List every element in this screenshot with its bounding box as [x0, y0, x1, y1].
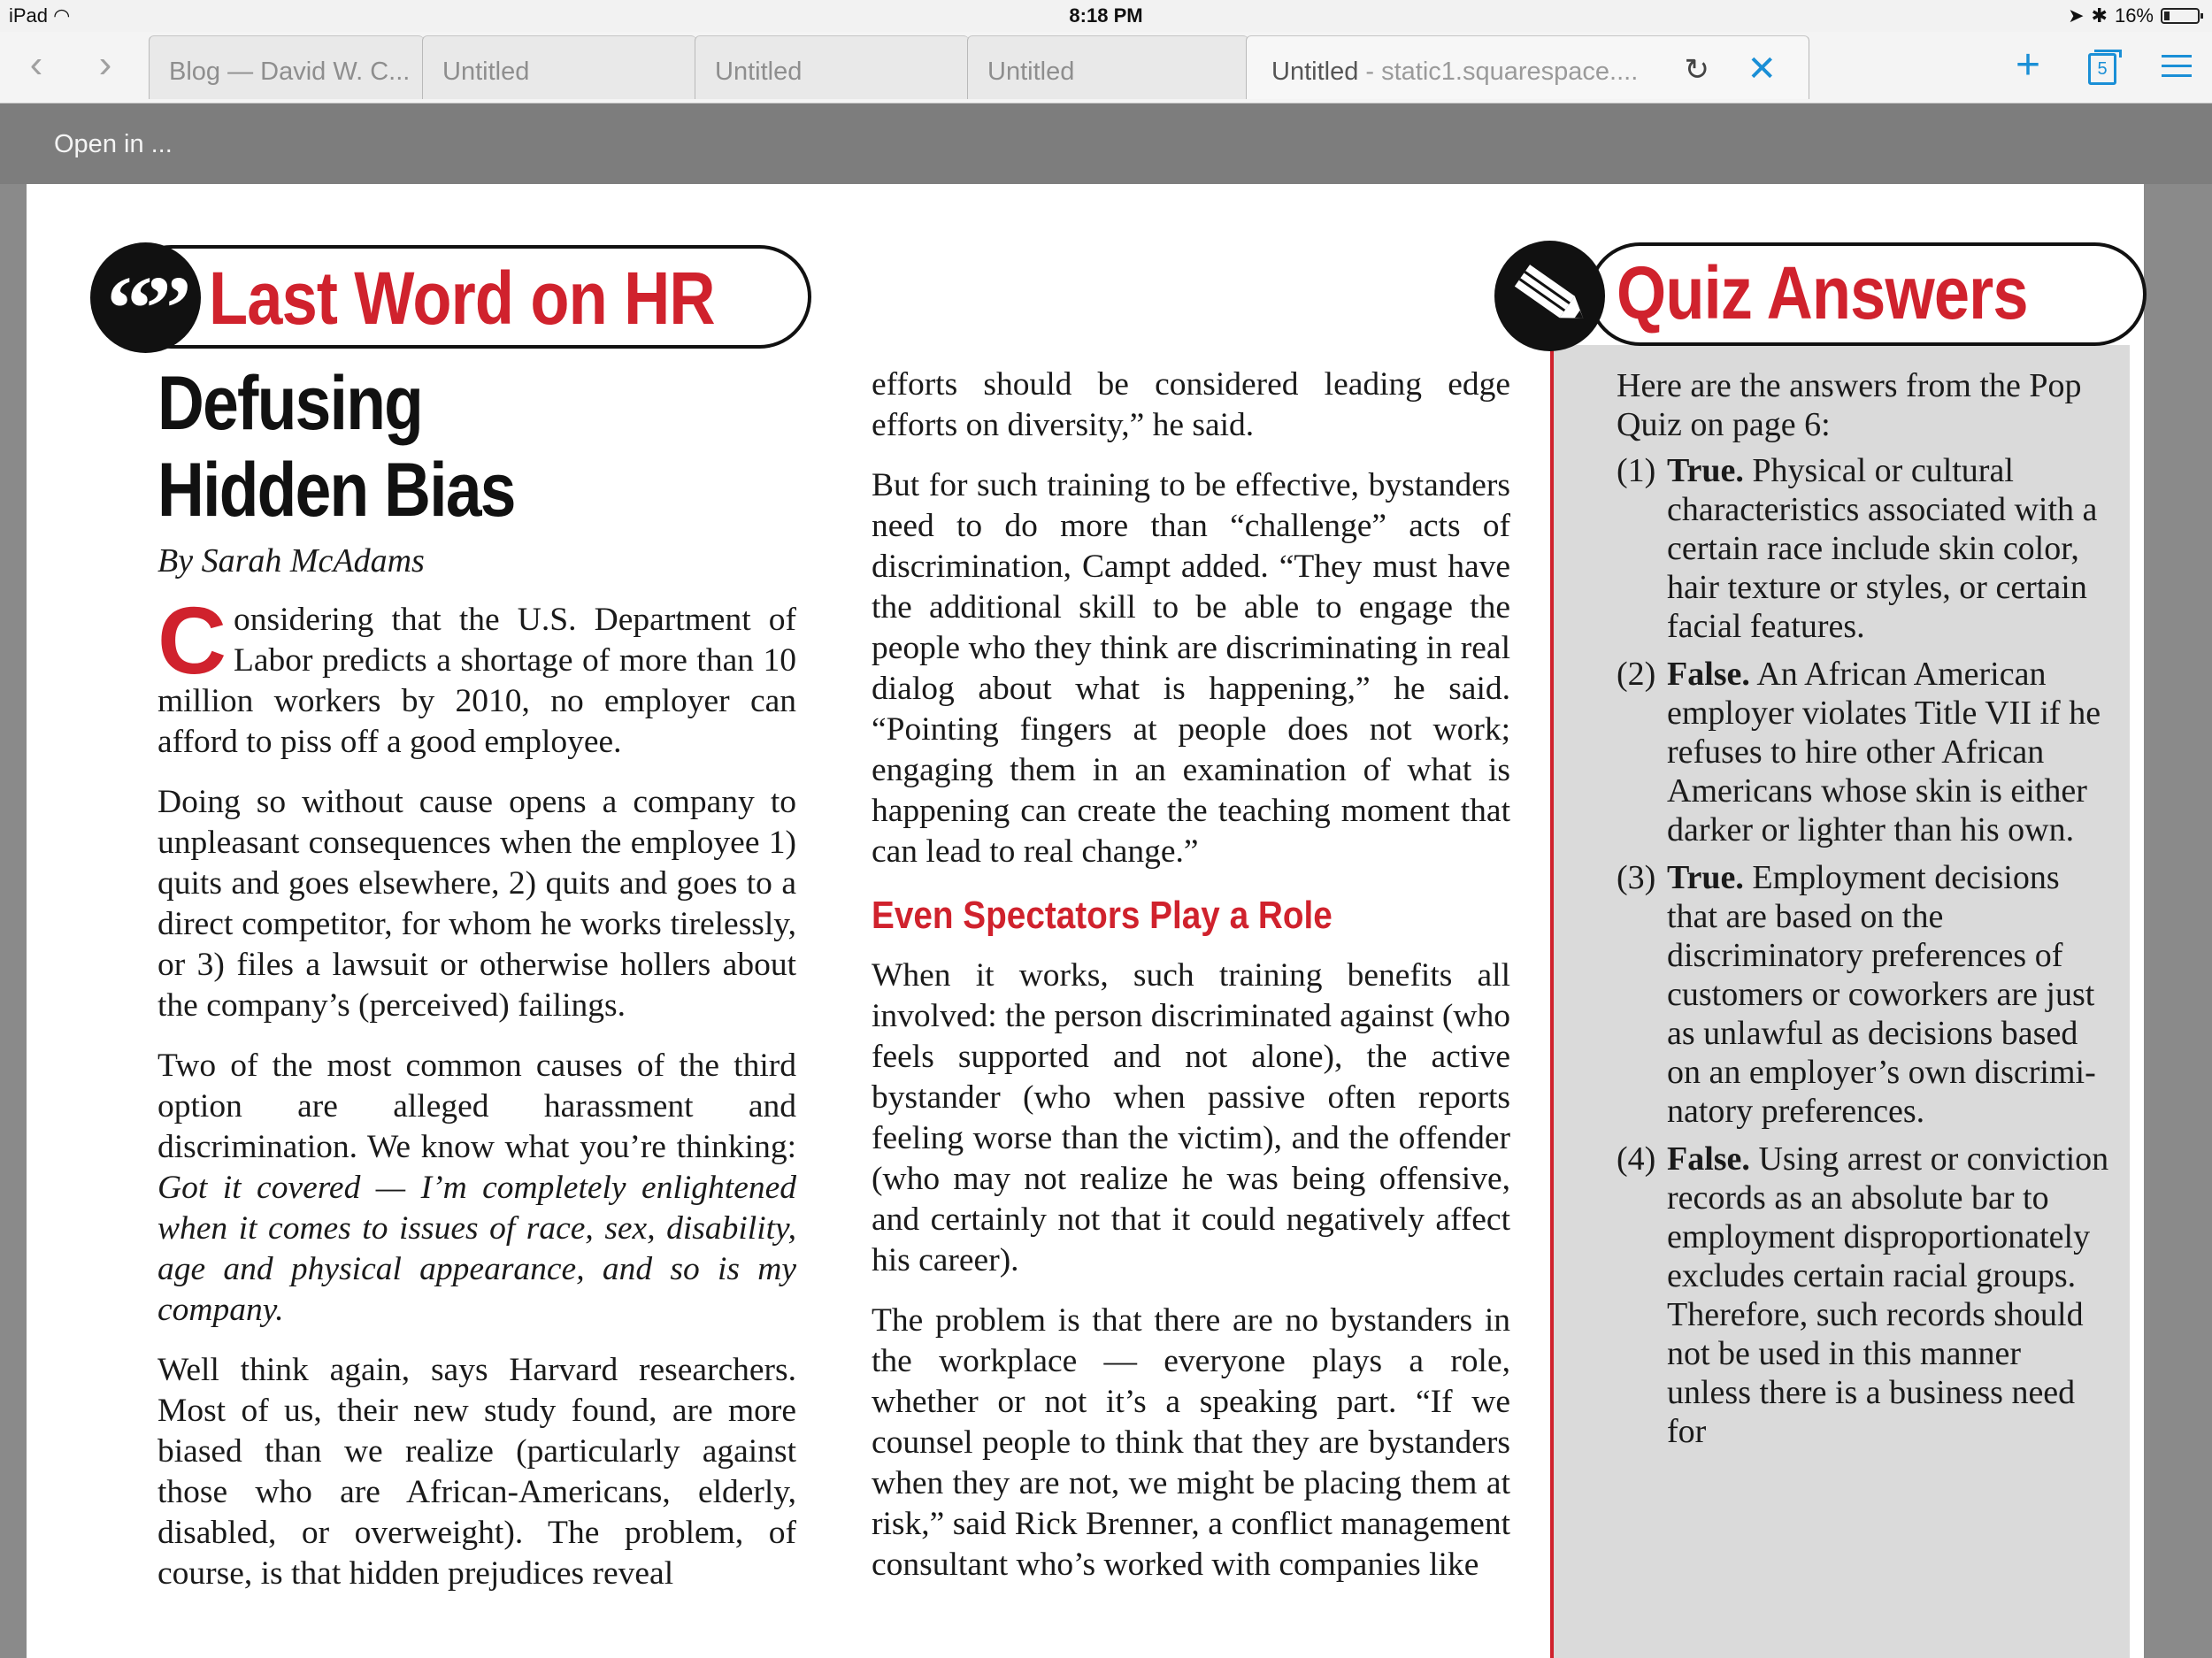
quiz-item-2 [1617, 655, 2112, 849]
new-tab-button[interactable] [2016, 44, 2040, 87]
pdf-page [27, 184, 2144, 1658]
paragraph-2: Doing so without cause opens a company to unpleasant consequences when the employee 1) quits and goes elsewhere, 2) quits and goes to a direct competitor, for whom he works tirelessly, or 3) files a lawsuit or otherwise hollers about the company’s (perceived) failings. [157, 784, 796, 1024]
tab-1[interactable] [149, 35, 424, 99]
battery-icon [2161, 8, 2200, 24]
section-title: Last Word on HR [209, 257, 715, 340]
tab-3[interactable] [695, 35, 969, 99]
tab-2-label: Untitled [442, 58, 530, 86]
paragraph-5: efforts should be considered leading edge efforts on diversity,” he said. [872, 366, 1510, 443]
paragraph-3-text: Two of the most common causes of the third option are alleged harassment and discrimination. We know what you’re thinking: [157, 1048, 796, 1165]
tab-2[interactable] [422, 35, 696, 99]
quiz-item-2-number: (2) [1617, 656, 1656, 693]
chevron-right-icon: › [98, 42, 112, 86]
paragraph-3-italic: Got it covered — I’m completely enlightened when it comes to issues of race, sex, disability, age and physical appearance, and so is my company. [157, 1170, 796, 1328]
pencil-badge [1494, 241, 1605, 351]
chevron-left-icon: ‹ [29, 42, 43, 86]
quiz-item-4-text: Using arrest or conviction records as an absolute bar to employment disproportionately excludes certain racial groups. Therefore, such records should not be used in this manner unless there is a business need for [1667, 1140, 2109, 1450]
close-tab-icon[interactable]: ✕ [1747, 50, 1777, 88]
headline-line-2: Hidden Bias [157, 448, 515, 533]
battery-percent: 16% [2114, 4, 2154, 27]
open-in-button[interactable]: Open in ... [54, 130, 173, 158]
quiz-item-4-number: (4) [1617, 1140, 1656, 1178]
quiz-item-3 [1617, 858, 2112, 1131]
quiz-item-3-answer: True. [1667, 859, 1744, 896]
device-label: iPad [9, 4, 49, 27]
quiz-item-3-text: Employment decisions that are based on the discriminatory preferences of customers or coworkers are just as unlawful as decisions based on an employer’s own discriminatory preferences. [1667, 859, 2096, 1130]
byline: By Sarah McAdams [157, 542, 425, 580]
tab-5-label: Untitled [1271, 58, 1359, 86]
tab-5-active[interactable] [1246, 35, 1809, 99]
quiz-title: Quiz Answers [1617, 251, 2028, 334]
quiz-item-1-text: Physical or cultural characteristics associated with a certain race include skin color, hair texture or styles, or certain facial features. [1667, 452, 2098, 645]
quiz-item-1 [1617, 451, 2112, 646]
wifi-icon: ◠ [53, 4, 71, 27]
tab-1-label: Blog — David W. C... [169, 58, 411, 86]
quiz-answers [1617, 366, 2112, 1460]
drop-cap: C [157, 587, 227, 694]
quiz-item-4-answer: False. [1667, 1140, 1750, 1178]
tab-bar [0, 32, 2212, 104]
pencil-icon [1494, 241, 1605, 351]
article-column-2 [872, 365, 1510, 1605]
paragraph-7: When it works, such training benefits all involved: the person discriminated against (who feels supported and not alone), the active bystander (who when passive often reports feeling worse than the victim), and the offender (who may not realize he was being offensive, and certainly not that it could negatively affect his career). [872, 957, 1510, 1278]
paragraph-8: The problem is that there are no bystanders in the workplace — everyone plays a role, whether or not it’s a speaking part. “If we counsel people to think that they are bystanders when they are not, we might be placing them at risk,” said Rick Brenner, a conflict management consultant who’s worked with companies like [872, 1302, 1510, 1583]
quiz-item-3-number: (3) [1617, 859, 1656, 896]
location-arrow-icon: ➤ [2068, 4, 2085, 27]
tab-4[interactable] [967, 35, 1248, 99]
tabs-icon: 5 [2088, 53, 2116, 85]
tab-5-url: - static1.squarespace.... [1358, 58, 1639, 86]
quiz-intro: Here are the answers from the Pop Quiz on page 6: [1617, 367, 2082, 443]
reload-icon[interactable]: ↻ [1684, 53, 1709, 87]
quiz-item-2-answer: False. [1667, 656, 1750, 693]
tab-4-label: Untitled [987, 58, 1075, 86]
quiz-item-2-text: An African American employer violates Title VII if he refuses to hire other African Americans whose skin is either darker or lighter than his own. [1667, 656, 2101, 848]
bluetooth-icon: ✱ [2091, 4, 2108, 27]
quiz-item-4 [1617, 1140, 2112, 1451]
paragraph-4: Well think again, says Harvard researchers. Most of us, their new study found, are more biased than we realize (particularly against those who are African-Americans, elderly, disabled, or overweight). The problem, of course, is that hidden prejudices reveal [157, 1352, 796, 1592]
quiz-item-1-answer: True. [1667, 452, 1744, 489]
paragraph-1 [157, 587, 796, 763]
forward-button[interactable] [83, 44, 127, 88]
quote-icon: “” [106, 257, 185, 359]
paragraph-6: But for such training to be effective, bystanders need to do more than “challenge” acts of discrimination, Campt added. “They must have the additional skill to be able to engage the people who they think are discriminating in real dialog about what is happening,” he said. “Pointing fingers at people does not work; engaging them in an examination of what is happening can create the teaching moment that can lead to real change.” [872, 467, 1510, 870]
menu-button[interactable] [2162, 48, 2192, 84]
headline-line-1: Defusing [157, 361, 423, 446]
article-column-1 [157, 587, 796, 1614]
subheading: Even Spectators Play a Role [872, 894, 1333, 937]
quote-badge [90, 242, 201, 359]
status-bar [0, 0, 2212, 32]
status-right [2068, 4, 2200, 27]
paragraph-3 [157, 1046, 796, 1331]
open-in-bar [0, 104, 2212, 184]
quiz-item-1-number: (1) [1617, 452, 1656, 489]
back-button[interactable] [14, 44, 58, 88]
paragraph-1-text: onsidering that the U.S. Department of Labor predicts a shortage of more than 10 million workers by 2010, no employer can afford to piss off a good employee. [157, 602, 796, 760]
tabs-overview-button[interactable] [2088, 53, 2116, 85]
clock: 8:18 PM [1069, 4, 1143, 27]
tab-3-label: Untitled [715, 58, 803, 86]
battery-fill [2164, 12, 2170, 20]
plus-icon: + [2016, 42, 2041, 88]
